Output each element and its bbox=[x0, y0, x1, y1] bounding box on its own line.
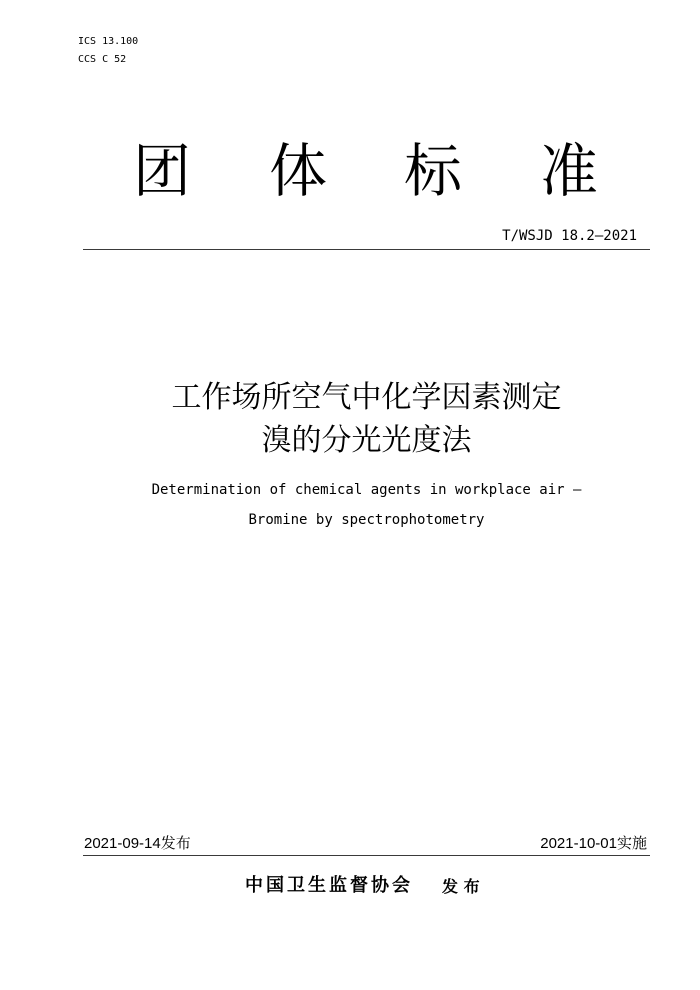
standard-type-char-3: 标 bbox=[403, 137, 462, 205]
implement-label: 实施 bbox=[616, 834, 647, 852]
implement-date: 2021-10-01 bbox=[540, 835, 617, 852]
standard-type-char-4: 准 bbox=[539, 137, 598, 205]
issue-date-block bbox=[84, 833, 191, 854]
issue-label: 发布 bbox=[160, 834, 191, 852]
publish-label: 发 布 bbox=[442, 877, 480, 896]
title-zh-line-2: 溴的分光光度法 bbox=[261, 423, 472, 458]
issue-date: 2021-09-14 bbox=[84, 835, 161, 852]
title-zh-line-1: 工作场所空气中化学因素测定 bbox=[171, 380, 562, 415]
standard-type-char-1: 团 bbox=[132, 137, 191, 205]
implement-date-block bbox=[540, 833, 647, 854]
title-en-line-1: Determination of chemical agents in workplace air — bbox=[151, 482, 582, 498]
standard-type-char-2: 体 bbox=[268, 137, 327, 205]
standard-number: T/WSJD 18.2—2021 bbox=[502, 228, 637, 244]
ccs-code: CCS C 52 bbox=[78, 54, 127, 65]
top-divider bbox=[83, 249, 650, 250]
title-en-line-2: Bromine by spectrophotometry bbox=[248, 512, 485, 528]
bottom-divider bbox=[83, 855, 650, 856]
ics-code: ICS 13.100 bbox=[78, 36, 139, 47]
publisher-name: 中国卫生监督协会 bbox=[245, 875, 413, 896]
